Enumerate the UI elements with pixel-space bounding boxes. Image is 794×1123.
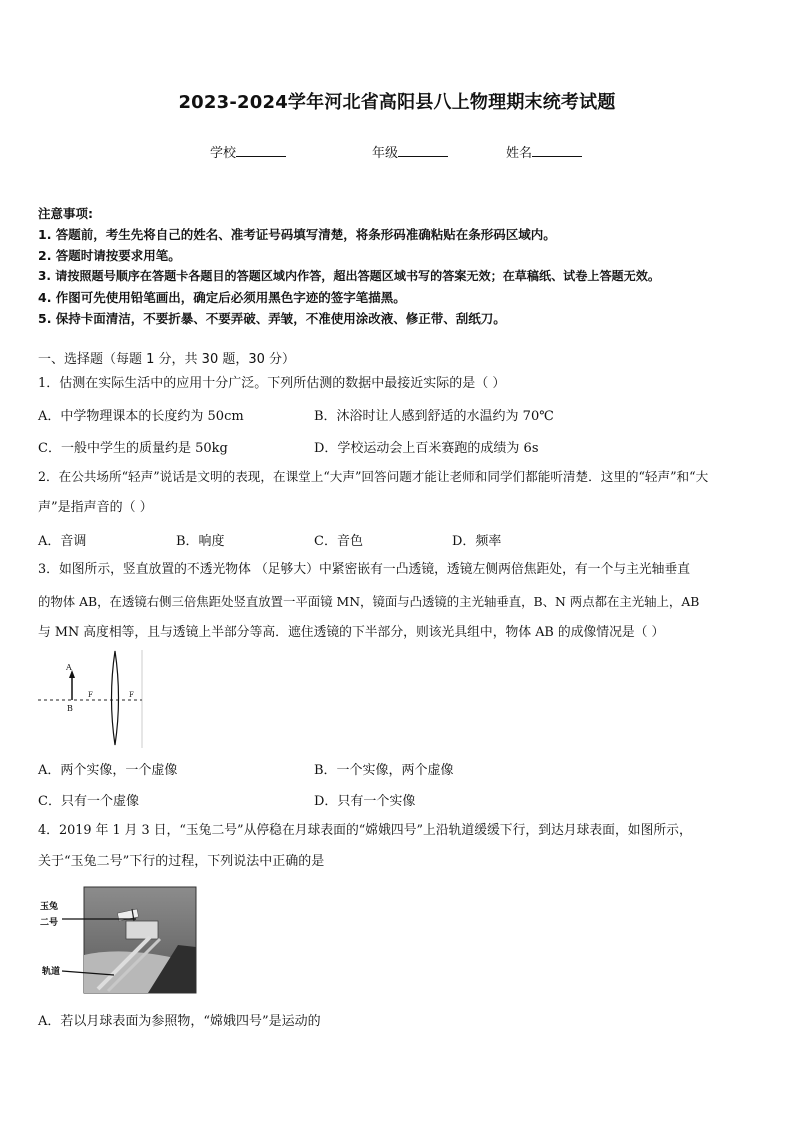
question-1-options <box>38 405 764 429</box>
option-d: D．频率 <box>452 534 502 549</box>
name-field <box>506 142 582 161</box>
rover-photo <box>38 885 198 995</box>
option-b: B．响度 <box>176 534 225 549</box>
note-item: 1. 答题前，考生先将自己的姓名、准考证号码填写清楚，将条形码准确粘贴在条形码区域内。 <box>38 227 556 242</box>
label-rover-1: 玉兔 <box>40 902 59 912</box>
question-4-stem-line1: 4．2019 年 1 月 3 日，“玉兔二号”从停稳在月球表面的“嫦娥四号”上沿轨道缓缓下行，到达月球表面，如图所示， <box>38 823 692 838</box>
question-1-options <box>38 437 764 461</box>
label-f-right: F <box>129 691 134 699</box>
question-4-options <box>38 1010 764 1034</box>
grade-field <box>372 142 448 161</box>
note-item: 5. 保持卡面清洁，不要折暴、不要弄破、弄皱，不准使用涂改液、修正带、刮纸刀。 <box>38 311 506 326</box>
rover-body <box>126 921 158 939</box>
option-c: C．只有一个虚像 <box>38 794 139 809</box>
option-a: A．若以月球表面为参照物，“嫦娥四号”是运动的 <box>38 1014 321 1029</box>
option-b: B．一个实像，两个虚像 <box>314 763 454 778</box>
question-3-stem-line3: 与 MN 高度相等，且与透镜上半部分等高．遮住透镜的下半部分，则该光具组中，物体 AB 的成像情况是（ ） <box>38 625 665 640</box>
name-blank <box>532 144 582 157</box>
question-3-options <box>38 759 764 783</box>
option-a: A．中学物理课本的长度约为 50cm <box>38 409 244 424</box>
option-b: B．沐浴时让人感到舒适的水温约为 70℃ <box>314 409 554 424</box>
option-c: C．一般中学生的质量约是 50kg <box>38 441 228 456</box>
note-item: 4. 作图可先使用铅笔画出，确定后必须用黑色字迹的签字笔描黑。 <box>38 290 406 305</box>
diagram-background <box>38 648 144 750</box>
question-3-stem-line1: 3．如图所示，竖直放置的不透光物体 （足够大）中紧密嵌有一凸透镜，透镜左侧两倍焦距处，有一个与主光轴垂直 <box>38 562 691 577</box>
notes-block <box>38 203 768 329</box>
question-3-stem-line2: 的物体 AB，在透镜右侧三倍焦距处竖直放置一平面镜 MN，镜面与凸透镜的主光轴垂直，B、N 两点都在主光轴上，AB <box>38 594 700 609</box>
question-2-stem-line1: 2．在公共场所“轻声”说话是文明的表现，在课堂上“大声”回答问题才能让老师和同学们都能听清楚．这里的“轻声”和“大 <box>38 469 709 484</box>
lens-diagram <box>38 648 144 750</box>
note-item: 2. 答题时请按要求用笔。 <box>38 248 181 263</box>
exam-title: 2023-2024学年河北省高阳县八上物理期末统考试题 <box>178 92 616 113</box>
label-rover-2: 二号 <box>40 918 59 928</box>
school-label: 学校 <box>210 146 237 161</box>
question-2-stem-line2: 声”是指声音的（ ） <box>38 500 153 515</box>
grade-blank <box>398 144 448 157</box>
question-3-options <box>38 790 764 814</box>
label-a: A <box>66 663 72 672</box>
label-b: B <box>67 704 73 713</box>
option-d: D．只有一个实像 <box>314 794 416 809</box>
school-field <box>210 142 286 161</box>
option-c: C．音色 <box>314 534 363 549</box>
option-a: A．音调 <box>38 534 87 549</box>
label-rail: 轨道 <box>42 967 61 977</box>
section-title: 一、选择题（每题 1 分，共 30 题，30 分） <box>38 352 296 367</box>
note-item: 3. 请按照题号顺序在答题卡各题目的答题区域内作答，超出答题区域书写的答案无效；在草稿纸、试卷上答题无效。 <box>38 269 660 283</box>
school-blank <box>236 144 286 157</box>
notes-heading: 注意事项: <box>38 206 93 221</box>
question-2-options <box>38 530 764 554</box>
question-4-stem-line2: 关于“玉兔二号”下行的过程，下列说法中正确的是 <box>38 854 325 869</box>
option-d: D．学校运动会上百米赛跑的成绩为 6s <box>314 441 539 456</box>
question-1-stem: 1．估测在实际生活中的应用十分广泛。下列所估测的数据中最接近实际的是（ ） <box>38 376 506 391</box>
grade-label: 年级 <box>372 146 399 161</box>
option-a: A．两个实像，一个虚像 <box>38 763 178 778</box>
label-f-left: F <box>88 691 93 699</box>
name-label: 姓名 <box>506 146 533 161</box>
